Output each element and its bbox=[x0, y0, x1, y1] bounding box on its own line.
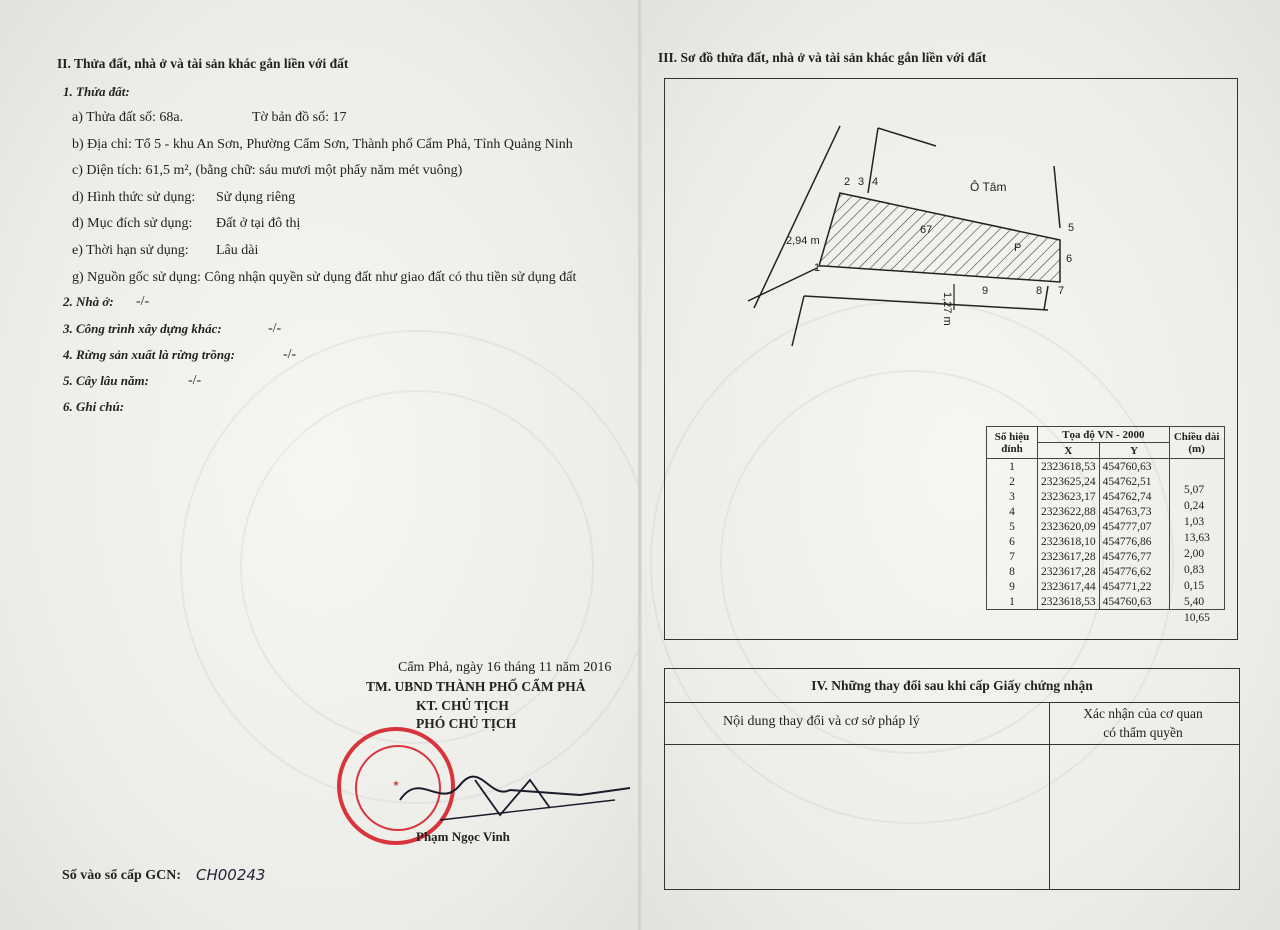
section-iv-title: IV. Những thay đổi sau khi cấp Giấy chứng nhận bbox=[665, 669, 1239, 703]
map-sheet-number: Tờ bản đồ số: 17 bbox=[252, 110, 347, 125]
seal-star-icon: ★ bbox=[392, 779, 400, 788]
section-ii-title: II. Thửa đất, nhà ở và tài sản khác gắn liền với đất bbox=[57, 56, 349, 71]
vertex-label-8: 8 bbox=[1036, 285, 1043, 297]
signer-name: Phạm Ngọc Vinh bbox=[416, 829, 510, 844]
segment-length: 13,63 bbox=[1184, 532, 1210, 544]
segment-lengths bbox=[1184, 482, 1210, 626]
term-value: Lâu dài bbox=[216, 243, 259, 258]
table-row: 8 2323617,28 454776,62 bbox=[987, 564, 1225, 579]
col-x-header: X bbox=[1038, 443, 1100, 459]
forest-label: 4. Rừng sản xuất là rừng trồng: bbox=[63, 347, 235, 362]
vertex-label-7: 7 bbox=[1058, 285, 1065, 297]
parcel-number: a) Thửa đất số: 68a. bbox=[72, 110, 184, 125]
col-length-line1: Chiều dài bbox=[1173, 430, 1220, 443]
neighbor-label: Ô Tâm bbox=[970, 180, 1007, 194]
parcel-label: 67 bbox=[920, 224, 933, 236]
vertex-label-3: 3 bbox=[858, 176, 865, 188]
address: b) Địa chỉ: Tổ 5 - khu An Sơn, Phường Cẩm Sơn, Thành phố Cẩm Phả, Tỉnh Quảng Ninh bbox=[72, 137, 573, 152]
col-confirmation-line2: có thẩm quyền bbox=[1103, 725, 1183, 740]
purpose-value: Đất ở tại đô thị bbox=[216, 216, 301, 231]
purpose-label: đ) Mục đích sử dụng: bbox=[72, 216, 193, 231]
table-row: 7 2323617,28 454776,77 bbox=[987, 549, 1225, 564]
house-label: 2. Nhà ở: bbox=[63, 294, 114, 309]
vertex-label-5: 5 bbox=[1068, 222, 1075, 234]
forest-value: -/- bbox=[283, 347, 297, 362]
table-row: 2 2323625,24 454762,51 bbox=[987, 474, 1225, 489]
origin: g) Nguồn gốc sử dụng: Công nhận quyền sử dụng đất như giao đất có thu tiền sử dụng đất bbox=[72, 270, 577, 285]
segment-length: 5,40 bbox=[1184, 596, 1205, 608]
col-confirmation-line1: Xác nhận của cơ quan bbox=[1083, 706, 1203, 721]
land-heading: 1. Thửa đất: bbox=[63, 84, 130, 99]
construction-value: -/- bbox=[268, 321, 282, 336]
perennial-value: -/- bbox=[188, 373, 202, 388]
signer-position: PHÓ CHỦ TỊCH bbox=[416, 716, 517, 731]
table-row: 6 2323618,10 454776,86 bbox=[987, 534, 1225, 549]
table-row: 5 2323620,09 454777,07 bbox=[987, 519, 1225, 534]
construction-label: 3. Công trình xây dựng khác: bbox=[63, 321, 222, 336]
notes-label: 6. Ghi chú: bbox=[63, 399, 125, 414]
dimension-left: 2,94 m bbox=[786, 235, 820, 247]
registry-label: Số vào sổ cấp GCN: bbox=[62, 868, 182, 883]
vertex-label-1: 1 bbox=[814, 262, 821, 274]
segment-length: 1,03 bbox=[1184, 516, 1205, 528]
changes-header-row bbox=[665, 702, 1239, 745]
parcel-polygon bbox=[819, 193, 1060, 282]
perennial-label: 5. Cây lâu năm: bbox=[63, 373, 149, 388]
col-vertex-line1: Số hiệu bbox=[994, 430, 1030, 443]
segment-length: 2,00 bbox=[1184, 548, 1205, 560]
vertex-label-2: 2 bbox=[844, 176, 851, 188]
house-value: -/- bbox=[136, 294, 150, 309]
place-date: Cẩm Phả, ngày 16 tháng 11 năm 2016 bbox=[398, 660, 612, 675]
table-row: 3 2323623,17 454762,74 bbox=[987, 489, 1225, 504]
col-length-line2: (m) bbox=[1188, 442, 1205, 455]
changes-table bbox=[664, 668, 1240, 890]
point-label-p: P bbox=[1014, 242, 1022, 254]
col-vertex-line2: đỉnh bbox=[1001, 442, 1023, 455]
area: c) Diện tích: 61,5 m², (bằng chữ: sáu mươi một phẩy năm mét vuông) bbox=[72, 163, 463, 178]
table-row: 1 2323618,53 454760,63 bbox=[987, 459, 1225, 475]
table-row: 9 2323617,44 454771,22 bbox=[987, 579, 1225, 594]
section-iii-title: III. Sơ đồ thửa đất, nhà ở và tài sản khác gắn liền với đất bbox=[658, 50, 987, 65]
col-confirmation bbox=[1053, 704, 1233, 742]
signature-scribble bbox=[380, 760, 640, 840]
segment-length: 10,65 bbox=[1184, 612, 1210, 624]
usage-form-label: d) Hình thức sử dụng: bbox=[72, 190, 196, 205]
issuing-authority: TM. UBND THÀNH PHỐ CẨM PHẢ bbox=[366, 679, 586, 694]
segment-length: 0,24 bbox=[1184, 500, 1205, 512]
col-coord-header: Tọa độ VN - 2000 bbox=[1038, 427, 1170, 443]
segment-length: 5,07 bbox=[1184, 484, 1205, 496]
on-behalf-of: KT. CHỦ TỊCH bbox=[416, 698, 509, 713]
dimension-bottom: 1,27 m bbox=[941, 292, 953, 326]
registry-number: CH00243 bbox=[196, 866, 266, 884]
vertex-label-6: 6 bbox=[1066, 253, 1073, 265]
segment-length: 0,15 bbox=[1184, 580, 1205, 592]
vertex-label-4: 4 bbox=[872, 176, 879, 188]
column-divider bbox=[1049, 702, 1050, 889]
term-label: e) Thời hạn sử dụng: bbox=[72, 243, 189, 258]
table-row: 4 2323622,88 454763,73 bbox=[987, 504, 1225, 519]
segment-length: 0,83 bbox=[1184, 564, 1205, 576]
usage-form-value: Sử dụng riêng bbox=[216, 190, 296, 205]
col-change-content: Nội dung thay đổi và cơ sở pháp lý bbox=[723, 714, 920, 729]
table-row: 1 2323618,53 454760,63 bbox=[987, 594, 1225, 610]
col-y-header: Y bbox=[1099, 443, 1169, 459]
vertex-label-9: 9 bbox=[982, 285, 989, 297]
